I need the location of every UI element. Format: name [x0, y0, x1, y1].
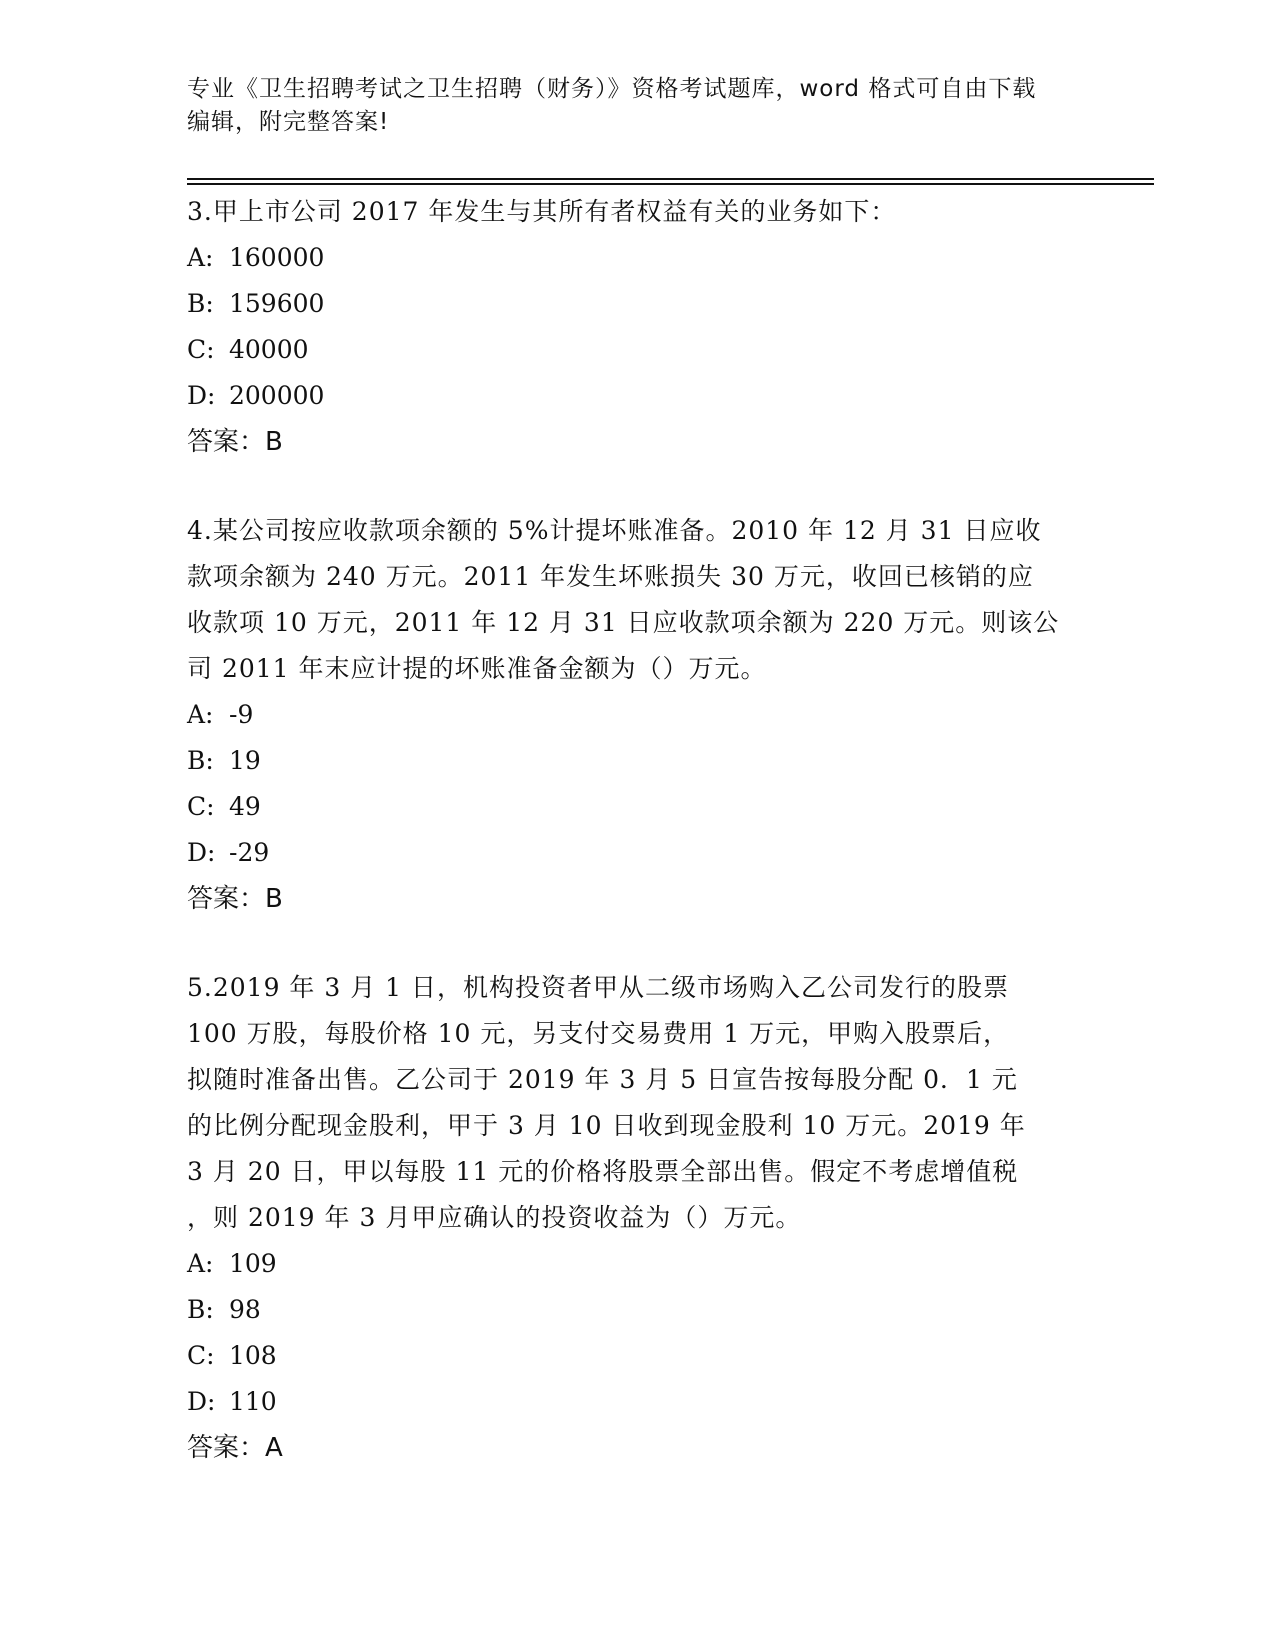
- question-text: 款项余额为 240 万元。2011 年发生坏账损失 30 万元，收回已核销的应: [187, 562, 1034, 591]
- option-c: [187, 784, 1087, 830]
- question-text: 收款项 10 万元，2011 年 12 月 31 日应收款项余额为 220 万元。则该公: [187, 608, 1060, 637]
- question-text: 的比例分配现金股利，甲于 3 月 10 日收到现金股利 10 万元。2019 年: [187, 1111, 1026, 1140]
- question-text: 100 万股，每股价格 10 元，另支付交易费用 1 万元，甲购入股票后，: [187, 1019, 1010, 1048]
- option-letter: B:: [187, 1295, 214, 1324]
- option-text: 200000: [229, 381, 325, 410]
- question-block: [187, 508, 1087, 922]
- option-text: 98: [229, 1295, 261, 1324]
- option-letter: B:: [187, 289, 214, 318]
- option-d: [187, 1379, 1087, 1425]
- option-d: [187, 830, 1087, 876]
- option-letter: C:: [187, 792, 215, 821]
- answer-line: 答案：A: [187, 1433, 283, 1463]
- question-text: 拟随时准备出售。乙公司于 2019 年 3 月 5 日宣告按每股分配 0．1 元: [187, 1065, 1018, 1094]
- option-letter: C:: [187, 335, 215, 364]
- option-text: 40000: [229, 335, 309, 364]
- option-letter: A:: [187, 700, 214, 729]
- header-line: 编辑，附完整答案!: [187, 109, 390, 135]
- answer-line: 答案：B: [187, 427, 283, 457]
- option-b: [187, 281, 1087, 327]
- option-text: 159600: [229, 289, 325, 318]
- document-header: [187, 73, 1067, 139]
- question-block: [187, 965, 1087, 1471]
- question-text: 3.甲上市公司 2017 年发生与其所有者权益有关的业务如下：: [187, 197, 897, 226]
- option-letter: D:: [187, 838, 216, 867]
- option-text: -9: [229, 700, 254, 729]
- question-text: 司 2011 年末应计提的坏账准备金额为（）万元。: [187, 654, 767, 683]
- option-letter: A:: [187, 1249, 214, 1278]
- option-a: [187, 235, 1087, 281]
- question-text: 5.2019 年 3 月 1 日，机构投资者甲从二级市场购入乙公司发行的股票: [187, 973, 1010, 1002]
- option-letter: D:: [187, 1387, 216, 1416]
- question-block: [187, 189, 1087, 465]
- option-c: [187, 327, 1087, 373]
- question-text: ，则 2019 年 3 月甲应确认的投资收益为（）万元。: [187, 1203, 802, 1232]
- question-text: 4.某公司按应收款项余额的 5%计提坏账准备。2010 年 12 月 31 日应收: [187, 516, 1042, 545]
- option-text: 49: [229, 792, 261, 821]
- header-divider: [187, 183, 1154, 185]
- option-b: [187, 738, 1087, 784]
- option-text: -29: [229, 838, 270, 867]
- question-text: 3 月 20 日，甲以每股 11 元的价格将股票全部出售。假定不考虑增值税: [187, 1157, 1019, 1186]
- option-letter: B:: [187, 746, 214, 775]
- header-divider: [187, 178, 1154, 180]
- option-letter: C:: [187, 1341, 215, 1370]
- option-text: 110: [229, 1387, 277, 1416]
- answer-line: 答案：B: [187, 884, 283, 914]
- option-b: [187, 1287, 1087, 1333]
- option-letter: D:: [187, 381, 216, 410]
- option-text: 108: [229, 1341, 277, 1370]
- option-c: [187, 1333, 1087, 1379]
- option-text: 109: [229, 1249, 277, 1278]
- option-a: [187, 1241, 1087, 1287]
- header-line: 专业《卫生招聘考试之卫生招聘（财务）》资格考试题库，word 格式可自由下载: [187, 76, 1037, 102]
- option-a: [187, 692, 1087, 738]
- option-d: [187, 373, 1087, 419]
- option-letter: A:: [187, 243, 214, 272]
- option-text: 160000: [229, 243, 325, 272]
- option-text: 19: [229, 746, 261, 775]
